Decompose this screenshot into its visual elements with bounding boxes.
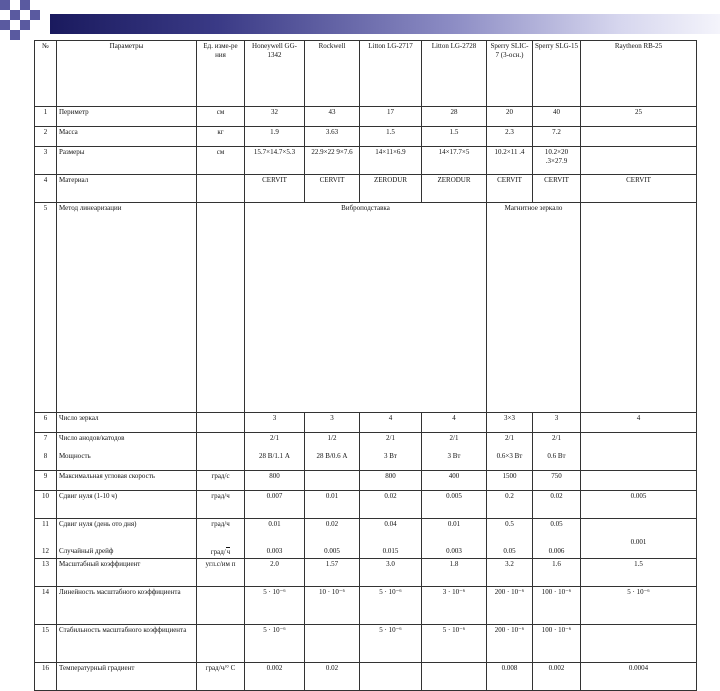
table-row: [35, 471, 697, 491]
param-unit: град/ч: [197, 491, 245, 519]
cell-value: 5 · 10⁻⁶: [422, 625, 487, 663]
param-unit: [197, 175, 245, 203]
cell-value: [581, 433, 697, 471]
gyro-spec-table: [34, 40, 697, 691]
cell-value: 3.0: [360, 559, 422, 587]
cell-value: 0.02: [305, 663, 360, 691]
cell-value: 4: [422, 413, 487, 433]
row-num: 7 8: [35, 433, 57, 471]
cell-value: 0.001: [581, 519, 697, 559]
table-row: [35, 519, 697, 559]
col-header-sperry-2: Sperry SLG-15: [533, 41, 581, 107]
cell-value: 4: [360, 413, 422, 433]
table-row: [35, 491, 697, 519]
cell-value: [305, 471, 360, 491]
table-row: [35, 587, 697, 625]
cell-value: CERVIT: [487, 175, 533, 203]
cell-value: 100 · 10⁻⁶: [533, 625, 581, 663]
cell-value: 0.005: [581, 491, 697, 519]
cell-value: 0.05 0.006: [533, 519, 581, 559]
cell-value: 5 · 10⁻⁶: [360, 625, 422, 663]
cell-value: 200 · 10⁻⁶: [487, 587, 533, 625]
cell-value: 7.2: [533, 127, 581, 147]
table-row: [35, 413, 697, 433]
row-num: 6: [35, 413, 57, 433]
cell-value: 0.5 0.05: [487, 519, 533, 559]
cell-value: 0.04 0.015: [360, 519, 422, 559]
cell-value: CERVIT: [581, 175, 697, 203]
cell-value: 15.7×14.7×5.3: [245, 147, 305, 175]
cell-value: 20: [487, 107, 533, 127]
param-name: Размеры: [57, 147, 197, 175]
param-unit: [197, 625, 245, 663]
param-unit: град/ч/° С: [197, 663, 245, 691]
cell-value: ZERODUR: [422, 175, 487, 203]
cell-value: 1.6: [533, 559, 581, 587]
cell-value: 800: [360, 471, 422, 491]
cell-value: 0.2: [487, 491, 533, 519]
cell-value: 3: [305, 413, 360, 433]
cell-value: 10.2×11 .4: [487, 147, 533, 175]
cell-value: [581, 471, 697, 491]
param-name: Стабильность масштабного коэффициента: [57, 625, 197, 663]
cell-value: [422, 663, 487, 691]
param-name: Температурный градиент: [57, 663, 197, 691]
row-num: 14: [35, 587, 57, 625]
cell-value: 1500: [487, 471, 533, 491]
cell-value: 43: [305, 107, 360, 127]
col-header-rockwell: Rockwell: [305, 41, 360, 107]
cell-value: [581, 147, 697, 175]
cell-value: 10 · 10⁻⁶: [305, 587, 360, 625]
header-gradient-bar: [50, 14, 720, 34]
cell-value: 25: [581, 107, 697, 127]
cell-value: 3 · 10⁻⁶: [422, 587, 487, 625]
cell-value: [360, 663, 422, 691]
cell-value: 1.5: [422, 127, 487, 147]
col-header-params: Параметры: [57, 41, 197, 107]
param-unit: [197, 587, 245, 625]
table-row: [35, 203, 697, 413]
param-unit: [197, 433, 245, 471]
cell-value: CERVIT: [533, 175, 581, 203]
col-header-honeywell: Honeywell GG-1342: [245, 41, 305, 107]
cell-value: 2/1 0.6×3 Вт: [487, 433, 533, 471]
cell-value: 2/1 28 В/1.1 А: [245, 433, 305, 471]
cell-value: 3.63: [305, 127, 360, 147]
cell-value: 0.02: [533, 491, 581, 519]
cell-value: [581, 127, 697, 147]
param-unit: угл.с/им п: [197, 559, 245, 587]
cell-value: 5 · 10⁻⁶: [360, 587, 422, 625]
row-num: 3: [35, 147, 57, 175]
cell-value: 0.005: [422, 491, 487, 519]
col-header-num: №: [35, 41, 57, 107]
col-header-litton-2: Litton LG-2728: [422, 41, 487, 107]
cell-value: [581, 625, 697, 663]
sqrt-h-icon: ч: [226, 548, 231, 556]
param-name: Масштабный коэффициент: [57, 559, 197, 587]
cell-value: 2.0: [245, 559, 305, 587]
param-unit: см: [197, 147, 245, 175]
cell-value: 0.02: [360, 491, 422, 519]
cell-value: 0.002: [533, 663, 581, 691]
param-name: Метод линеаризации: [57, 203, 197, 413]
cell-value: 200 · 10⁻⁶: [487, 625, 533, 663]
table-row: [35, 127, 697, 147]
cell-value: 5 · 10⁻⁶: [245, 587, 305, 625]
row-num: 9: [35, 471, 57, 491]
cell-value: 10.2×20 .3×27.9: [533, 147, 581, 175]
row-num: 11 12: [35, 519, 57, 559]
cell-value: 2/1 3 Вт: [360, 433, 422, 471]
param-name: Число анодов/катодов Мощность: [57, 433, 197, 471]
param-name: Число зеркал: [57, 413, 197, 433]
cell-value: CERVIT: [245, 175, 305, 203]
col-header-raytheon: Raytheon RB-25: [581, 41, 697, 107]
cell-value: 3×3: [487, 413, 533, 433]
cell-value: 0.01 0.003: [422, 519, 487, 559]
cell-value: 2/1 0.6 Вт: [533, 433, 581, 471]
param-name: Максимальная угловая скорость: [57, 471, 197, 491]
cell-value: 400: [422, 471, 487, 491]
table-row: [35, 433, 697, 471]
cell-value: CERVIT: [305, 175, 360, 203]
row-num: 2: [35, 127, 57, 147]
param-unit: [197, 413, 245, 433]
cell-value: [305, 625, 360, 663]
row-num: 4: [35, 175, 57, 203]
cell-value: 750: [533, 471, 581, 491]
cell-value: 0.01: [305, 491, 360, 519]
row-num: 1: [35, 107, 57, 127]
table-row: [35, 175, 697, 203]
cell-value: 0.01 0.003: [245, 519, 305, 559]
table-header-row: [35, 41, 697, 107]
cell-value: 32: [245, 107, 305, 127]
cell-value: 100 · 10⁻⁶: [533, 587, 581, 625]
cell-value: 800: [245, 471, 305, 491]
cell-value: 40: [533, 107, 581, 127]
col-header-litton-1: Litton LG-2717: [360, 41, 422, 107]
col-header-sperry-1: Sperry SLIC-7 (3-осн.): [487, 41, 533, 107]
cell-value: 0.008: [487, 663, 533, 691]
param-name: Сдвиг нуля (1-10 ч): [57, 491, 197, 519]
cell-value: 1.5: [360, 127, 422, 147]
cell-value-vibro: Виброподставка: [245, 203, 487, 413]
cell-value: 3: [245, 413, 305, 433]
cell-value: 2/1 3 Вт: [422, 433, 487, 471]
cell-value-empty: [581, 203, 697, 413]
cell-value: 1.9: [245, 127, 305, 147]
param-name: Периметр: [57, 107, 197, 127]
col-header-unit: Ед. изме-ре ния: [197, 41, 245, 107]
cell-value: 14×17.7×5: [422, 147, 487, 175]
row-num: 16: [35, 663, 57, 691]
unit-grad: град/: [210, 548, 226, 556]
cell-value-magnetic-mirror: Магнитное зеркало: [487, 203, 581, 413]
param-name: Материал: [57, 175, 197, 203]
param-unit: град/ч град/ч: [197, 519, 245, 559]
row-num: 10: [35, 491, 57, 519]
param-unit: см: [197, 107, 245, 127]
cell-value: 1.8: [422, 559, 487, 587]
cell-value: 5 · 10⁻⁶: [245, 625, 305, 663]
cell-value: 0.0004: [581, 663, 697, 691]
cell-value: 0.02 0.005: [305, 519, 360, 559]
table-row: [35, 663, 697, 691]
cell-value: 4: [581, 413, 697, 433]
cell-value: 3.2: [487, 559, 533, 587]
cell-value: 22.9×22 9×7.6: [305, 147, 360, 175]
table-row: [35, 147, 697, 175]
slide-header-decoration: [0, 0, 720, 40]
cell-value: 28: [422, 107, 487, 127]
param-unit: град/с: [197, 471, 245, 491]
table-row: [35, 107, 697, 127]
cell-value: 3: [533, 413, 581, 433]
cell-value: 1.57: [305, 559, 360, 587]
param-unit: [197, 203, 245, 413]
cell-value: 2.3: [487, 127, 533, 147]
cell-value: 14×11×6.9: [360, 147, 422, 175]
cell-value: 1.5: [581, 559, 697, 587]
table-row: [35, 559, 697, 587]
param-name: Масса: [57, 127, 197, 147]
table-row: [35, 625, 697, 663]
cell-value: 5 · 10⁻⁶: [581, 587, 697, 625]
cell-value: 0.007: [245, 491, 305, 519]
cell-value: 17: [360, 107, 422, 127]
param-name: Сдвиг нуля (день ото дня) Случайный дрейф: [57, 519, 197, 559]
param-unit: кг: [197, 127, 245, 147]
cell-value: 1/2 28 В/0.6 А: [305, 433, 360, 471]
cell-value: 0.002: [245, 663, 305, 691]
row-num: 15: [35, 625, 57, 663]
row-num: 5: [35, 203, 57, 413]
param-name: Линейность масштабного коэффициента: [57, 587, 197, 625]
cell-value: ZERODUR: [360, 175, 422, 203]
row-num: 13: [35, 559, 57, 587]
